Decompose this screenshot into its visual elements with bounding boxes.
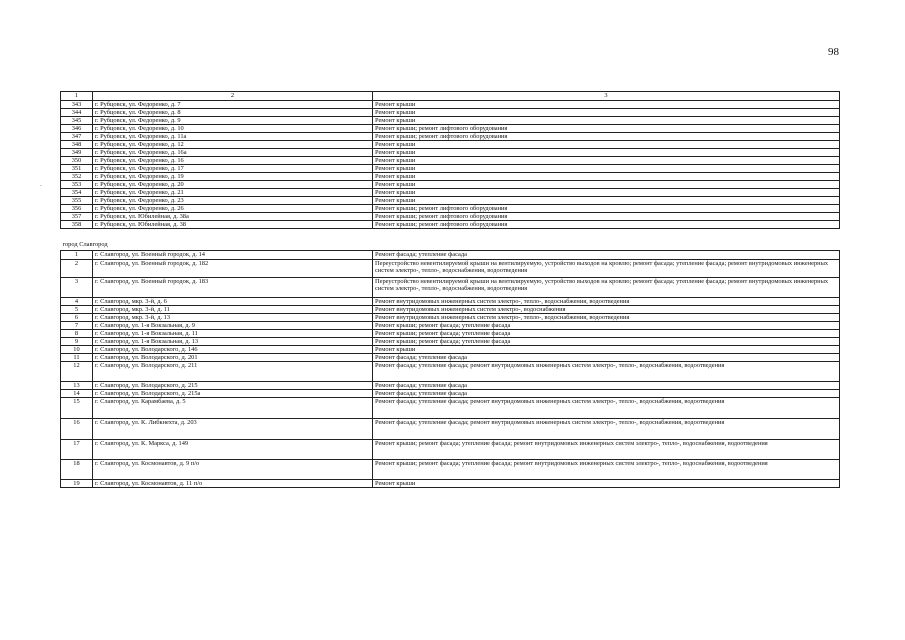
row-address: г. Славгород, ул. К. Либкнехта, д. 203	[93, 419, 373, 440]
row-number: 14	[61, 390, 93, 398]
row-number: 344	[61, 109, 93, 117]
capital-repair-table	[60, 91, 840, 488]
row-address: г. Славгород, ул. Володарского, д. 215	[93, 382, 373, 390]
table-row	[61, 362, 840, 382]
row-address: г. Рубцовск, ул. Юбилейная, д. 38	[93, 221, 373, 229]
city-label: город Славгород	[61, 240, 840, 251]
row-number: 3	[61, 278, 93, 298]
row-works: Ремонт крыши; ремонт лифтового оборудования	[373, 133, 840, 141]
row-number: 2	[61, 260, 93, 278]
row-works: Ремонт крыши	[373, 346, 840, 354]
row-works: Ремонт крыши; ремонт лифтового оборудования	[373, 205, 840, 213]
row-works: Ремонт крыши	[373, 101, 840, 109]
row-address: г. Славгород, мкр. 3-й, д. 13	[93, 314, 373, 322]
row-number: 354	[61, 189, 93, 197]
row-works: Ремонт крыши; ремонт лифтового оборудования	[373, 221, 840, 229]
header-cell-3: 3	[373, 92, 840, 101]
table-row	[61, 398, 840, 419]
table-row	[61, 197, 840, 205]
row-works: Ремонт фасада; утепление фасада	[373, 382, 840, 390]
table-row	[61, 322, 840, 330]
row-number: 356	[61, 205, 93, 213]
row-address: г. Рубцовск, ул. Федоренко, д. 17	[93, 165, 373, 173]
row-address: г. Рубцовск, ул. Федоренко, д. 7	[93, 101, 373, 109]
row-works: Ремонт крыши	[373, 117, 840, 125]
row-works: Ремонт крыши	[373, 149, 840, 157]
table-row	[61, 165, 840, 173]
table-row	[61, 338, 840, 346]
row-number: 15	[61, 398, 93, 419]
row-works: Ремонт внутридомовых инженерных систем электро-, тепло-, водоснабжения, водоотведения	[373, 298, 840, 306]
row-works: Ремонт внутридомовых инженерных систем электро-, водоснабжения	[373, 306, 840, 314]
section-spacer	[61, 229, 840, 241]
row-address: г. Славгород, ул. Володарского, д. 215а	[93, 390, 373, 398]
row-address: г. Славгород, ул. Космонавтов, д. 9 п/о	[93, 460, 373, 480]
row-number: 351	[61, 165, 93, 173]
row-address: г. Рубцовск, ул. Федоренко, д. 12	[93, 141, 373, 149]
row-address: г. Рубцовск, ул. Федоренко, д. 26	[93, 205, 373, 213]
row-address: г. Славгород, ул. Военный городок, д. 183	[93, 278, 373, 298]
row-number: 350	[61, 157, 93, 165]
table-row	[61, 141, 840, 149]
row-number: 13	[61, 382, 93, 390]
table-row	[61, 278, 840, 298]
row-works: Ремонт крыши	[373, 109, 840, 117]
row-works: Ремонт крыши	[373, 480, 840, 488]
row-works: Ремонт крыши; ремонт фасада; утепление фасада	[373, 338, 840, 346]
city-section-row	[61, 240, 840, 251]
table-row	[61, 298, 840, 306]
row-number: 347	[61, 133, 93, 141]
table-row	[61, 181, 840, 189]
row-works: Ремонт крыши	[373, 141, 840, 149]
row-address: г. Рубцовск, ул. Федоренко, д. 8	[93, 109, 373, 117]
row-works: Ремонт крыши; ремонт лифтового оборудования	[373, 125, 840, 133]
row-works: Ремонт крыши	[373, 157, 840, 165]
row-address: г. Славгород, ул. Карамбаева, д. 5	[93, 398, 373, 419]
row-address: г. Славгород, ул. Володарского, д. 201	[93, 354, 373, 362]
table-header-row	[61, 92, 840, 101]
row-works: Ремонт крыши	[373, 165, 840, 173]
stray-mark: .	[40, 180, 42, 188]
table-row	[61, 346, 840, 354]
row-works: Ремонт фасада; утепление фасада	[373, 251, 840, 260]
table-row	[61, 205, 840, 213]
table-row	[61, 330, 840, 338]
row-works: Ремонт крыши	[373, 197, 840, 205]
row-works: Ремонт фасада; утепление фасада; ремонт внутридомовых инженерных систем электро-, тепло-, водоснабжения, водоотведения	[373, 398, 840, 419]
table-row	[61, 390, 840, 398]
table-row	[61, 354, 840, 362]
table-row	[61, 460, 840, 480]
table-row	[61, 117, 840, 125]
table-row	[61, 314, 840, 322]
row-address: г. Рубцовск, ул. Федоренко, д. 11а	[93, 133, 373, 141]
row-address: г. Рубцовск, ул. Федоренко, д. 10	[93, 125, 373, 133]
row-address: г. Славгород, ул. 1-я Вокзальная, д. 9	[93, 322, 373, 330]
row-address: г. Рубцовск, ул. Федоренко, д. 16	[93, 157, 373, 165]
row-number: 10	[61, 346, 93, 354]
row-works: Переустройство невентилируемой крыши на вентилируемую, устройство выходов на кровлю; ремонт фасада; утепление фасада; ремонт внутридомовых инженерных систем электро-, тепло-, водоснабжения, водоотведения	[373, 260, 840, 278]
row-number: 352	[61, 173, 93, 181]
row-address: г. Славгород, ул. Володарского, д. 146	[93, 346, 373, 354]
row-number: 6	[61, 314, 93, 322]
row-address: г. Славгород, мкр. 3-й, д. 11	[93, 306, 373, 314]
row-works: Ремонт крыши; ремонт фасада; утепление фасада; ремонт внутридомовых инженерных систем электро-, тепло-, водоснабжения, водоотведения	[373, 440, 840, 460]
row-address: г. Славгород, ул. Космонавтов, д. 11 п/о	[93, 480, 373, 488]
row-number: 4	[61, 298, 93, 306]
table-row	[61, 149, 840, 157]
row-address: г. Рубцовск, ул. Федоренко, д. 21	[93, 189, 373, 197]
row-number: 346	[61, 125, 93, 133]
row-works: Ремонт крыши	[373, 189, 840, 197]
table-row	[61, 213, 840, 221]
table-row	[61, 133, 840, 141]
header-cell-2: 2	[93, 92, 373, 101]
row-works: Ремонт фасада; утепление фасада	[373, 390, 840, 398]
row-works: Ремонт фасада; утепление фасада; ремонт внутридомовых инженерных систем электро-, тепло-, водоснабжения, водоотведения	[373, 419, 840, 440]
row-number: 16	[61, 419, 93, 440]
table-row	[61, 306, 840, 314]
row-works: Ремонт крыши	[373, 181, 840, 189]
table-row	[61, 251, 840, 260]
row-number: 348	[61, 141, 93, 149]
row-number: 18	[61, 460, 93, 480]
row-works: Ремонт фасада; утепление фасада; ремонт внутридомовых инженерных систем электро-, тепло-, водоснабжения, водоотведения	[373, 362, 840, 382]
table-row	[61, 440, 840, 460]
table-row	[61, 221, 840, 229]
page-number: 98	[828, 46, 839, 58]
row-number: 12	[61, 362, 93, 382]
table-row	[61, 125, 840, 133]
table-row	[61, 382, 840, 390]
row-number: 343	[61, 101, 93, 109]
row-works: Ремонт крыши; ремонт лифтового оборудования	[373, 213, 840, 221]
header-cell-1: 1	[61, 92, 93, 101]
table-row	[61, 173, 840, 181]
row-number: 11	[61, 354, 93, 362]
row-address: г. Рубцовск, ул. Федоренко, д. 23	[93, 197, 373, 205]
table-row	[61, 101, 840, 109]
table-row	[61, 157, 840, 165]
spacer-cell	[61, 229, 840, 241]
row-address: г. Славгород, мкр. 3-й, д. 6	[93, 298, 373, 306]
row-address: г. Славгород, ул. Военный городок, д. 182	[93, 260, 373, 278]
row-address: г. Славгород, ул. 1-я Вокзальная, д. 11	[93, 330, 373, 338]
row-address: г. Рубцовск, ул. Федоренко, д. 20	[93, 181, 373, 189]
row-number: 353	[61, 181, 93, 189]
row-number: 7	[61, 322, 93, 330]
row-works: Ремонт крыши; ремонт фасада; утепление фасада	[373, 322, 840, 330]
row-number: 17	[61, 440, 93, 460]
row-address: г. Рубцовск, ул. Федоренко, д. 16а	[93, 149, 373, 157]
table-row	[61, 419, 840, 440]
row-number: 9	[61, 338, 93, 346]
table-body	[61, 92, 840, 488]
row-address: г. Славгород, ул. Военный городок, д. 14	[93, 251, 373, 260]
row-address: г. Славгород, ул. Володарского, д. 211	[93, 362, 373, 382]
table-row	[61, 260, 840, 278]
row-number: 1	[61, 251, 93, 260]
row-address: г. Рубцовск, ул. Федоренко, д. 19	[93, 173, 373, 181]
table-row	[61, 109, 840, 117]
table-row	[61, 189, 840, 197]
row-number: 355	[61, 197, 93, 205]
row-works: Ремонт крыши	[373, 173, 840, 181]
row-works: Ремонт внутридомовых инженерных систем электро-, тепло-, водоснабжения, водоотведения	[373, 314, 840, 322]
row-number: 349	[61, 149, 93, 157]
row-number: 5	[61, 306, 93, 314]
row-works: Переустройство невентилируемой крыши на вентилируемую, устройство выходов на кровлю; ремонт фасада; утепление фасада; ремонт внутридомовых инженерных систем электро-, тепло-, водоснабжения, водоотведения	[373, 278, 840, 298]
row-number: 358	[61, 221, 93, 229]
table-row	[61, 480, 840, 488]
row-address: г. Рубцовск, ул. Юбилейная, д. 38а	[93, 213, 373, 221]
row-works: Ремонт крыши; ремонт фасада; утепление фасада; ремонт внутридомовых инженерных систем электро-, тепло-, водоснабжения, водоотведения	[373, 460, 840, 480]
row-address: г. Славгород, ул. 1-я Вокзальная, д. 13	[93, 338, 373, 346]
row-number: 19	[61, 480, 93, 488]
row-number: 8	[61, 330, 93, 338]
row-address: г. Славгород, ул. К. Маркса, д. 149	[93, 440, 373, 460]
row-number: 345	[61, 117, 93, 125]
row-number: 357	[61, 213, 93, 221]
row-works: Ремонт крыши; ремонт фасада; утепление фасада	[373, 330, 840, 338]
row-address: г. Рубцовск, ул. Федоренко, д. 9	[93, 117, 373, 125]
row-works: Ремонт фасада; утепление фасада	[373, 354, 840, 362]
